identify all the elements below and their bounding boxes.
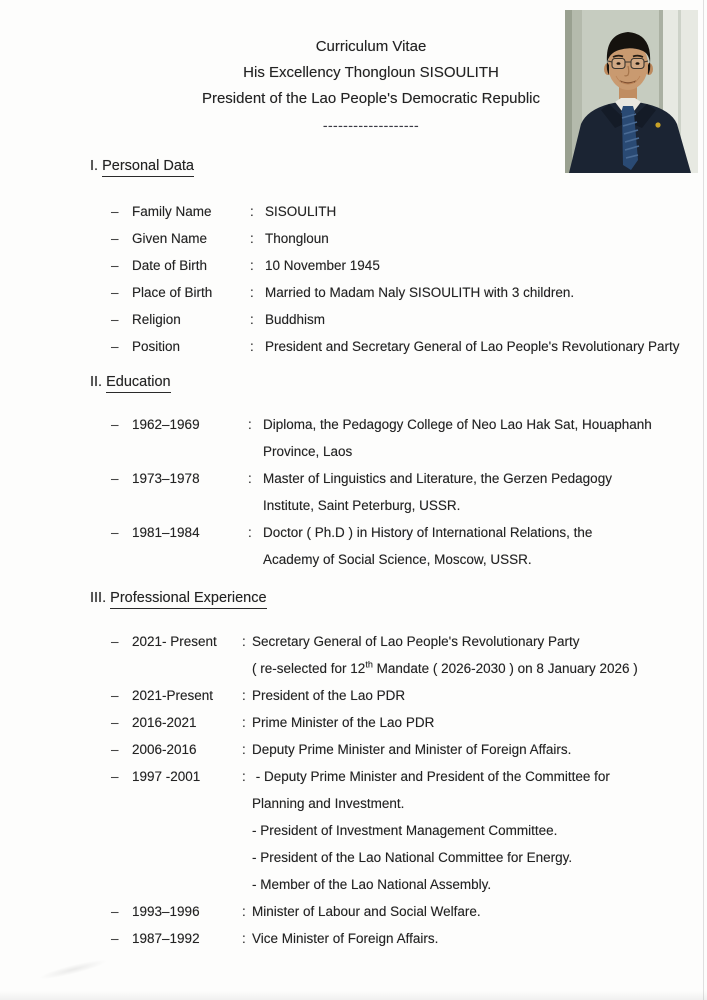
value-line: 10 November 1945 bbox=[265, 258, 380, 273]
row-experience-2021-president bbox=[90, 682, 667, 709]
row-value bbox=[265, 198, 667, 225]
value-line: Thongloun bbox=[265, 231, 329, 246]
list-dash: – bbox=[111, 231, 119, 246]
row-term: 2021-Present bbox=[132, 688, 214, 703]
value-line: Vice Minister of Foreign Affairs. bbox=[252, 931, 439, 946]
value-line: - Deputy Prime Minister and President of the Committee for bbox=[252, 769, 610, 784]
row-education-1973 bbox=[90, 465, 667, 519]
list-dash: – bbox=[111, 715, 119, 730]
value-line: Secretary General of Lao People's Revolutionary Party bbox=[252, 634, 580, 649]
list-dash: – bbox=[111, 931, 119, 946]
row-value bbox=[252, 628, 667, 682]
value-line: Master of Linguistics and Literature, the Gerzen Pedagogy bbox=[263, 471, 612, 486]
row-religion bbox=[90, 306, 667, 333]
row-colon: : bbox=[248, 417, 252, 432]
row-family-name bbox=[90, 198, 667, 225]
value-line: Institute, Saint Peterburg, USSR. bbox=[263, 498, 461, 513]
row-experience-2006 bbox=[90, 736, 667, 763]
row-position bbox=[90, 333, 680, 360]
value-line: Married to Madam Naly SISOULITH with 3 children. bbox=[265, 285, 575, 300]
row-term: 2006-2016 bbox=[132, 742, 197, 757]
value-line: President and Secretary General of Lao People's Revolutionary Party bbox=[265, 339, 680, 354]
section-title: Education bbox=[106, 374, 171, 393]
row-colon: : bbox=[248, 471, 252, 486]
value-line: Buddhism bbox=[265, 312, 326, 327]
row-colon: : bbox=[250, 258, 254, 273]
value-line: - President of the Lao National Committee for Energy. bbox=[252, 850, 573, 865]
section-number: II. bbox=[90, 374, 103, 390]
row-value bbox=[265, 279, 667, 306]
row-experience-1997 bbox=[90, 763, 667, 898]
row-value bbox=[263, 519, 667, 573]
list-dash: – bbox=[111, 742, 119, 757]
row-term: 1973–1978 bbox=[132, 471, 200, 486]
row-value bbox=[252, 709, 667, 736]
experience-rows bbox=[90, 628, 667, 952]
section-number: I. bbox=[90, 158, 99, 174]
row-education-1981 bbox=[90, 519, 667, 573]
ordinal-superscript: th bbox=[365, 659, 373, 670]
row-given-name bbox=[90, 225, 667, 252]
row-value bbox=[265, 333, 680, 360]
list-dash: – bbox=[111, 417, 119, 432]
row-term: 1993–1996 bbox=[132, 904, 200, 919]
row-term: 2021- Present bbox=[132, 634, 217, 649]
value-line: Prime Minister of the Lao PDR bbox=[252, 715, 435, 730]
row-term: 1987–1992 bbox=[132, 931, 200, 946]
row-colon: : bbox=[250, 339, 254, 354]
list-dash: – bbox=[111, 471, 119, 486]
row-colon: : bbox=[242, 634, 246, 649]
row-value bbox=[252, 763, 667, 898]
value-line: Province, Laos bbox=[263, 444, 353, 459]
row-value bbox=[252, 898, 667, 925]
row-value bbox=[263, 411, 667, 465]
row-term: 1962–1969 bbox=[132, 417, 200, 432]
note-post: Mandate ( 2026-2030 ) on 8 January 2026 ) bbox=[372, 661, 638, 676]
row-term: Family Name bbox=[132, 204, 212, 219]
value-line: President of the Lao PDR bbox=[252, 688, 406, 703]
row-place-of-birth bbox=[90, 279, 667, 306]
row-value bbox=[252, 925, 667, 952]
education-rows bbox=[90, 411, 667, 573]
row-term: Religion bbox=[132, 312, 181, 327]
row-colon: : bbox=[250, 285, 254, 300]
dashed-separator: ------------------- bbox=[322, 117, 420, 133]
list-dash: – bbox=[111, 525, 119, 540]
row-value bbox=[265, 306, 667, 333]
list-dash: – bbox=[111, 258, 119, 273]
value-line: Deputy Prime Minister and Minister of Foreign Affairs. bbox=[252, 742, 572, 757]
row-term: 2016-2021 bbox=[132, 715, 197, 730]
list-dash: – bbox=[111, 634, 119, 649]
value-line: Academy of Social Science, Moscow, USSR. bbox=[263, 552, 532, 567]
value-line: Doctor ( Ph.D ) in History of International Relations, the bbox=[263, 525, 593, 540]
portrait-photo bbox=[565, 10, 698, 173]
cv-body bbox=[90, 153, 680, 952]
value-line: - Member of the Lao National Assembly. bbox=[252, 877, 492, 892]
list-dash: – bbox=[111, 204, 119, 219]
section-title: Personal Data bbox=[102, 158, 194, 177]
row-term: Given Name bbox=[132, 231, 208, 246]
row-colon: : bbox=[242, 715, 246, 730]
section-title: Professional Experience bbox=[110, 590, 266, 609]
row-colon: : bbox=[242, 769, 246, 784]
scan-edge-line bbox=[703, 0, 705, 1000]
row-date-of-birth bbox=[90, 252, 667, 279]
row-term: 1997 -2001 bbox=[132, 769, 201, 784]
row-education-1962 bbox=[90, 411, 667, 465]
list-dash: – bbox=[111, 312, 119, 327]
row-value bbox=[252, 682, 667, 709]
row-experience-2016 bbox=[90, 709, 667, 736]
list-dash: – bbox=[111, 769, 119, 784]
row-experience-2021-sg bbox=[90, 628, 667, 682]
row-colon: : bbox=[250, 231, 254, 246]
scan-bottom-shadow bbox=[0, 991, 707, 1000]
row-term: Place of Birth bbox=[132, 285, 213, 300]
row-term: Date of Birth bbox=[132, 258, 208, 273]
row-colon: : bbox=[250, 204, 254, 219]
document-title: Curriculum Vitae bbox=[315, 38, 427, 55]
value-line: Planning and Investment. bbox=[252, 796, 405, 811]
row-colon: : bbox=[242, 688, 246, 703]
row-value bbox=[263, 465, 667, 519]
document-header bbox=[101, 0, 641, 138]
row-experience-1993 bbox=[90, 898, 667, 925]
section-heading-professional-experience bbox=[90, 585, 667, 612]
row-colon: : bbox=[250, 312, 254, 327]
section-heading-education bbox=[90, 369, 667, 396]
row-value bbox=[265, 252, 667, 279]
row-colon: : bbox=[242, 742, 246, 757]
row-term: Position bbox=[132, 339, 181, 354]
row-value bbox=[265, 225, 667, 252]
value-line: SISOULITH bbox=[265, 204, 337, 219]
value-line: - President of Investment Management Committee. bbox=[252, 823, 558, 838]
value-line: Minister of Labour and Social Welfare. bbox=[252, 904, 481, 919]
list-dash: – bbox=[111, 285, 119, 300]
list-dash: – bbox=[111, 688, 119, 703]
note-pre: ( re-selected for 12 bbox=[252, 661, 366, 676]
row-colon: : bbox=[242, 904, 246, 919]
section-number: III. bbox=[90, 590, 107, 606]
row-value bbox=[252, 736, 667, 763]
list-dash: – bbox=[111, 339, 119, 354]
personal-data-rows bbox=[90, 198, 680, 360]
row-colon: : bbox=[242, 931, 246, 946]
document-subtitle-name: His Excellency Thongloun SISOULITH bbox=[243, 64, 499, 81]
document-subtitle-role: President of the Lao People's Democratic Republic bbox=[201, 90, 541, 107]
row-term: 1981–1984 bbox=[132, 525, 200, 540]
scan-smudge bbox=[38, 957, 108, 983]
portrait-illustration bbox=[565, 10, 698, 173]
mandate-note-line bbox=[252, 655, 667, 682]
row-experience-1987 bbox=[90, 925, 667, 952]
row-colon: : bbox=[248, 525, 252, 540]
list-dash: – bbox=[111, 904, 119, 919]
value-line: Diploma, the Pedagogy College of Neo Lao Hak Sat, Houaphanh bbox=[263, 417, 652, 432]
